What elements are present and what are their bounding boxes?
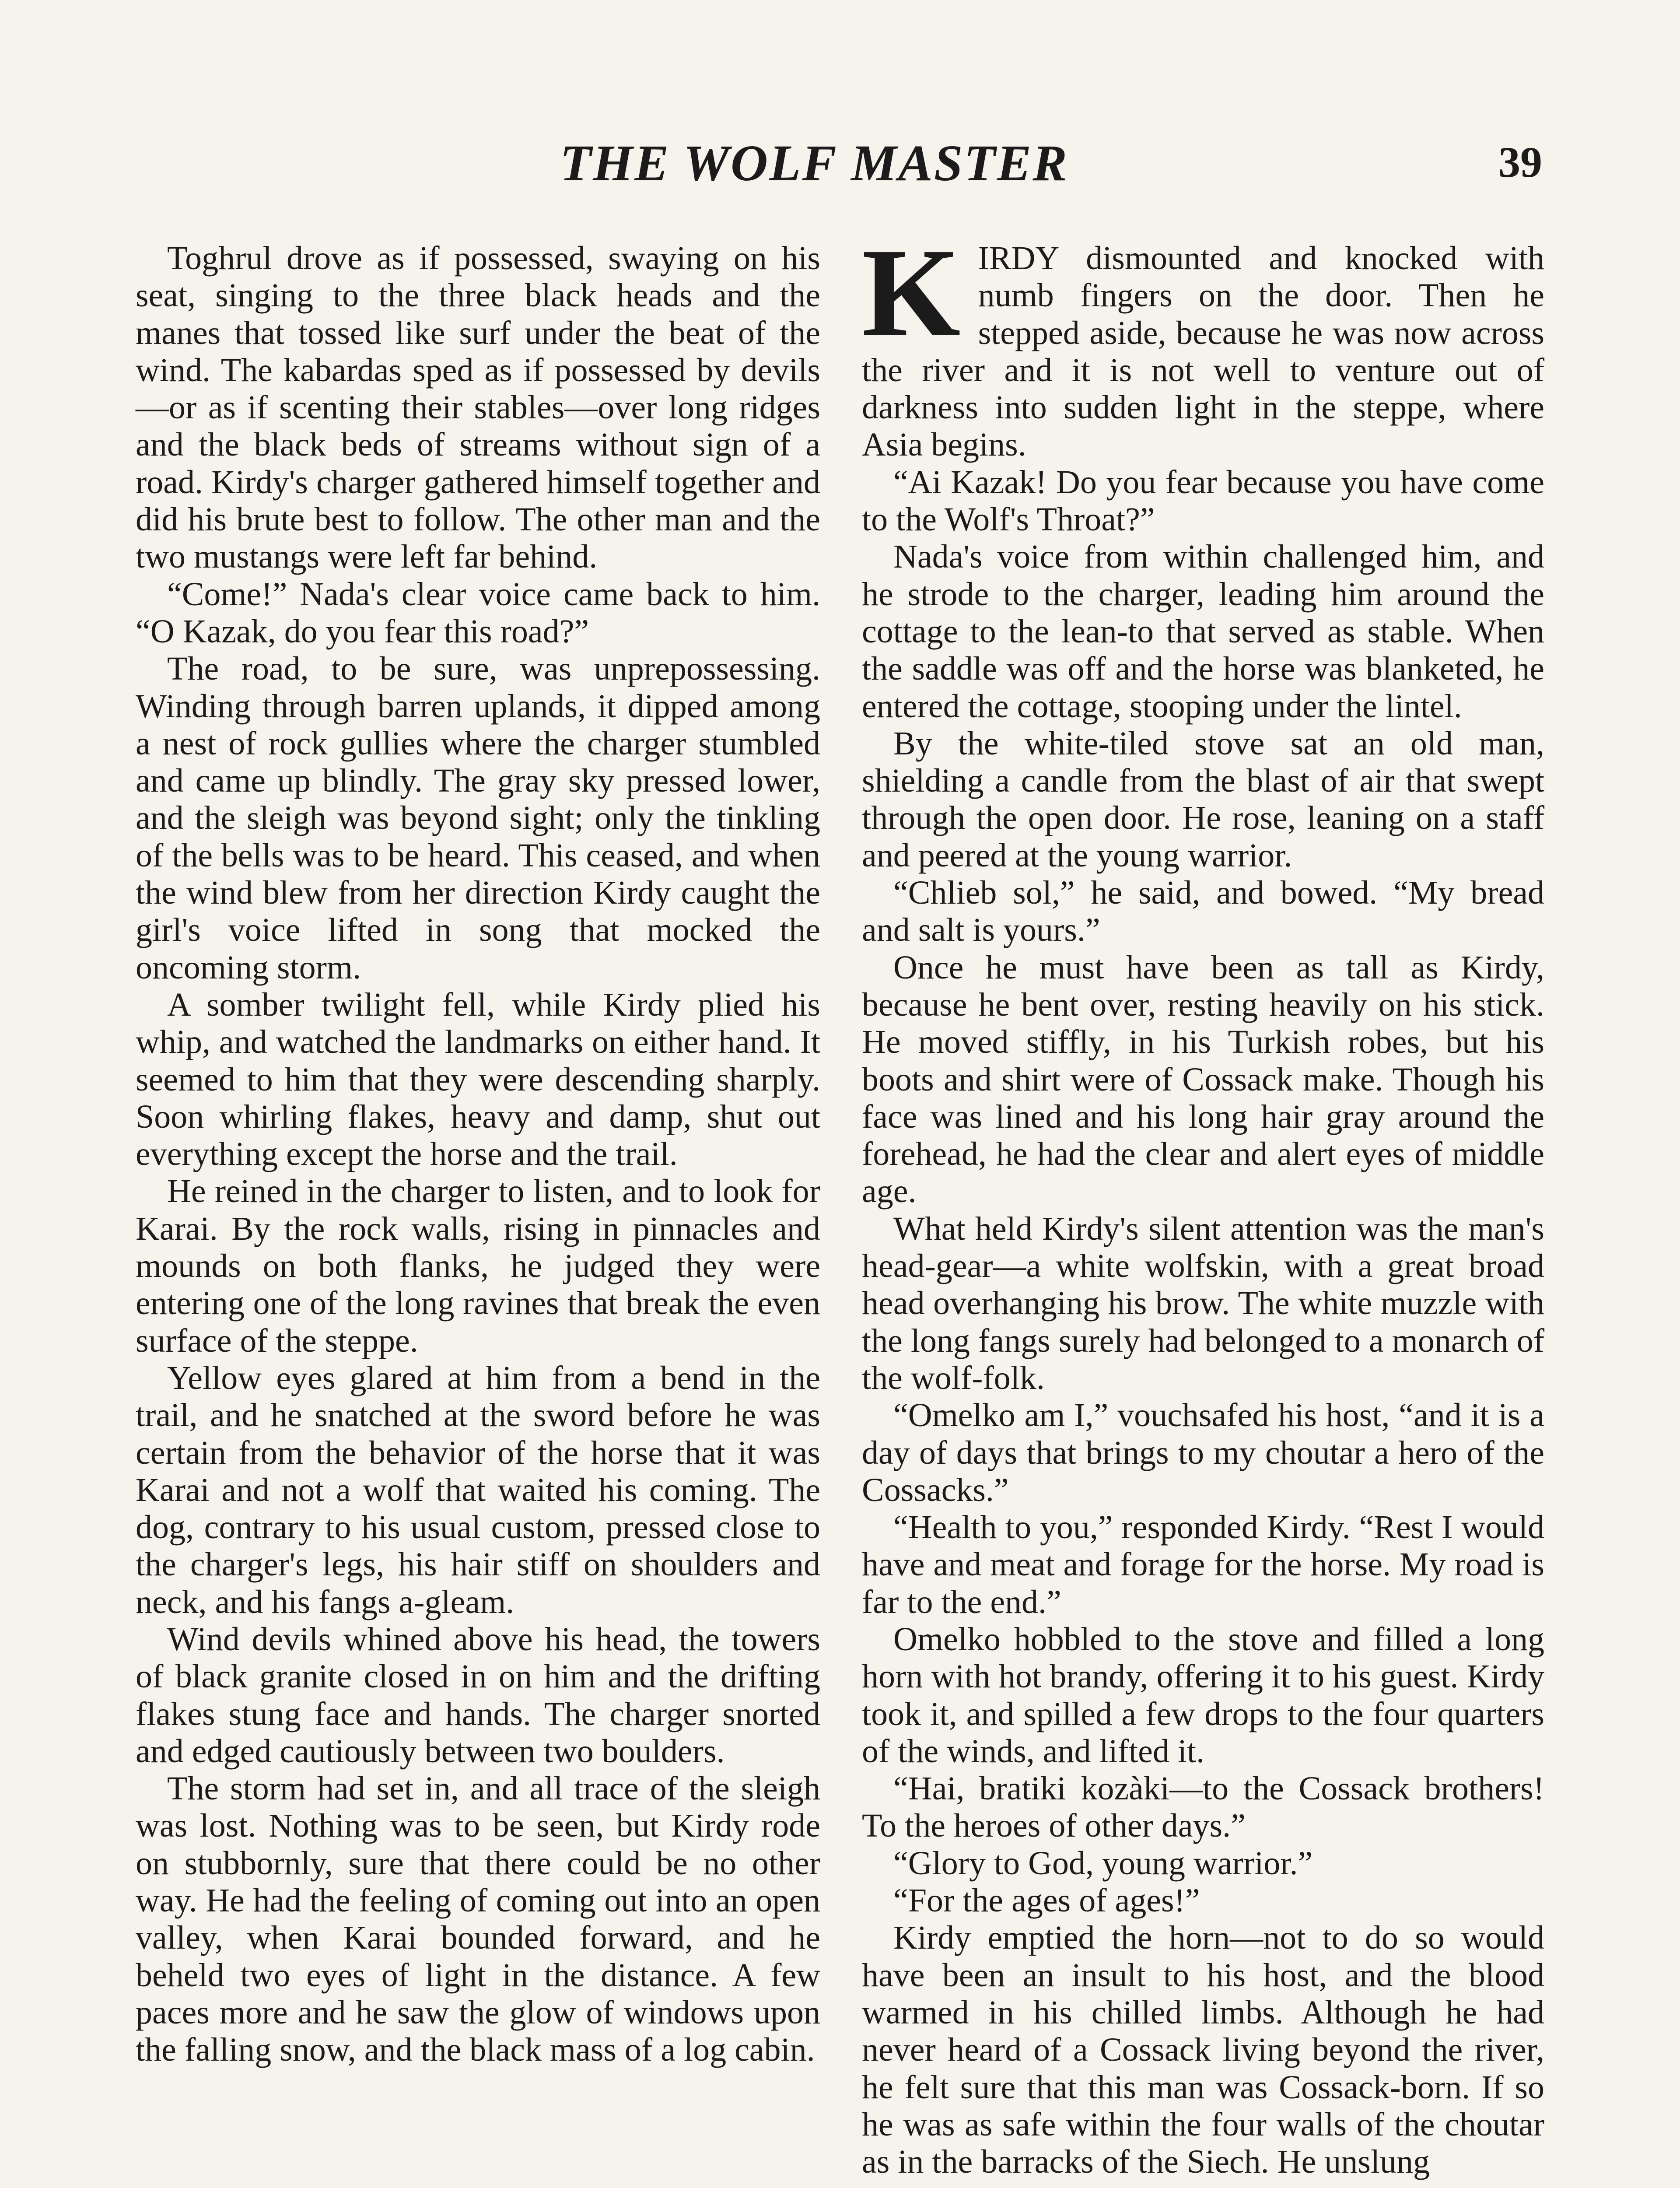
- running-header: [0, 133, 1680, 208]
- paragraph: By the white-tiled stove sat an old man, shielding a candle from the blast of air that swept through the open door. He rose, leaning on a staff and peered at the young warrior.: [862, 725, 1544, 874]
- paragraph: “Omelko am I,” vouchsafed his host, “and it is a day of days that brings to my choutar a hero of the Cossacks.”: [862, 1397, 1544, 1508]
- paragraph: “Come!” Nada's clear voice came back to him. “O Kazak, do you fear this road?”: [136, 575, 820, 650]
- page-number: 39: [1498, 138, 1542, 186]
- paragraph: The road, to be sure, was unprepossessing. Winding through barren uplands, it dipped among a nest of rock gullies where the charger stumbled and came up blindly. The gray sky pressed lower, and the sleigh was beyond sight; only the tinkling of the bells was to be heard. This ceased, and when the wind blew from her direction Kirdy caught the girl's voice lifted in song that mocked the oncoming storm.: [136, 650, 820, 986]
- paragraph: Once he must have been as tall as Kirdy, because he bent over, resting heavily on his stick. He moved stiffly, in his Turkish robes, but his boots and shirt were of Cossack make. Though his face was lined and his long hair gray around the forehead, he had the clear and alert eyes of middle age.: [862, 949, 1544, 1210]
- paragraph: Omelko hobbled to the stove and filled a long horn with hot brandy, offering it to his guest. Kirdy took it, and spilled a few drops to the four quarters of the winds, and lifted it.: [862, 1620, 1544, 1770]
- paragraph: “Hai, bratiki kozàki—to the Cossack brothers! To the heroes of other days.”: [862, 1770, 1544, 1844]
- running-title: THE WOLF MASTER: [560, 134, 1068, 192]
- right-column: [862, 222, 1544, 2181]
- paragraph: “Chlieb sol,” he said, and bowed. “My bread and salt is yours.”: [862, 874, 1544, 949]
- paragraph: He reined in the charger to listen, and to look for Karai. By the rock walls, rising in pinnacles and mounds on both flanks, he judged they were entering one of the long ravines that break the even surface of the steppe.: [136, 1173, 820, 1359]
- drop-cap: K: [862, 222, 961, 363]
- paragraph: Toghrul drove as if possessed, swaying on his seat, singing to the three black heads and the manes that tossed like surf under the beat of the wind. The kabardas sped as if possessed by devils—or as if scenting their stables—over long ridges and the black beds of streams without sign of a road. Kirdy's charger gathered himself together and did his brute best to follow. The other man and the two mustangs were left far behind.: [136, 240, 820, 575]
- paragraph: “Health to you,” responded Kirdy. “Rest I would have and meat and forage for the horse. My road is far to the end.”: [862, 1509, 1544, 1620]
- opening-paragraph: [862, 222, 1544, 464]
- paragraph: What held Kirdy's silent attention was the man's head-gear—a white wolfskin, with a great broad head overhanging his brow. The white muzzle with the long fangs surely had belonged to a monarch of the wolf-folk.: [862, 1210, 1544, 1396]
- paragraph: “Glory to God, young warrior.”: [893, 1844, 1313, 1882]
- paragraph: Yellow eyes glared at him from a bend in the trail, and he snatched at the sword before he was certain from the behavior of the horse that it was Karai and not a wolf that waited his coming. The dog, contrary to his usual custom, pressed close to the charger's legs, his hair stiff on shoulders and neck, and his fangs a-gleam.: [136, 1359, 820, 1620]
- paragraph: A somber twilight fell, while Kirdy plied his whip, and watched the landmarks on either hand. It seemed to him that they were descending sharply. Soon whirling flakes, heavy and damp, shut out everything except the horse and the trail.: [136, 986, 820, 1173]
- opening-text: IRDY dismounted and knocked with numb fingers on the door. Then he stepped aside, because he was now across the river and it is not well to venture out of darkness into sudden light in the steppe, where Asia begins.: [862, 240, 1544, 463]
- left-column: [136, 240, 820, 2069]
- paragraph: Wind devils whined above his head, the towers of black granite closed in on him and the drifting flakes stung face and hands. The charger snorted and edged cautiously between two boulders.: [136, 1620, 820, 1770]
- paragraph: Nada's voice from within challenged him, and he strode to the charger, leading him around the cottage to the lean-to that served as stable. When the saddle was off and the horse was blanketed, he entered the cottage, stooping under the lintel.: [862, 538, 1544, 725]
- paragraph: “For the ages of ages!”: [893, 1882, 1200, 1919]
- paragraph: The storm had set in, and all trace of the sleigh was lost. Nothing was to be seen, but Kirdy rode on stubbornly, sure that there could be no other way. He had the feeling of coming out into an open valley, when Karai bounded forward, and he beheld two eyes of light in the distance. A few paces more and he saw the glow of windows upon the falling snow, and the black mass of a log cabin.: [136, 1770, 820, 2069]
- paragraph: “Ai Kazak! Do you fear because you have come to the Wolf's Throat?”: [862, 463, 1544, 538]
- paragraph: Kirdy emptied the horn—not to do so would have been an insult to his host, and the blood warmed in his chilled limbs. Although he had never heard of a Cossack living beyond the river, he felt sure that this man was Cossack-born. If so he was as safe within the four walls of the choutar as in the barracks of the Siech. He unslung: [862, 1919, 1544, 2181]
